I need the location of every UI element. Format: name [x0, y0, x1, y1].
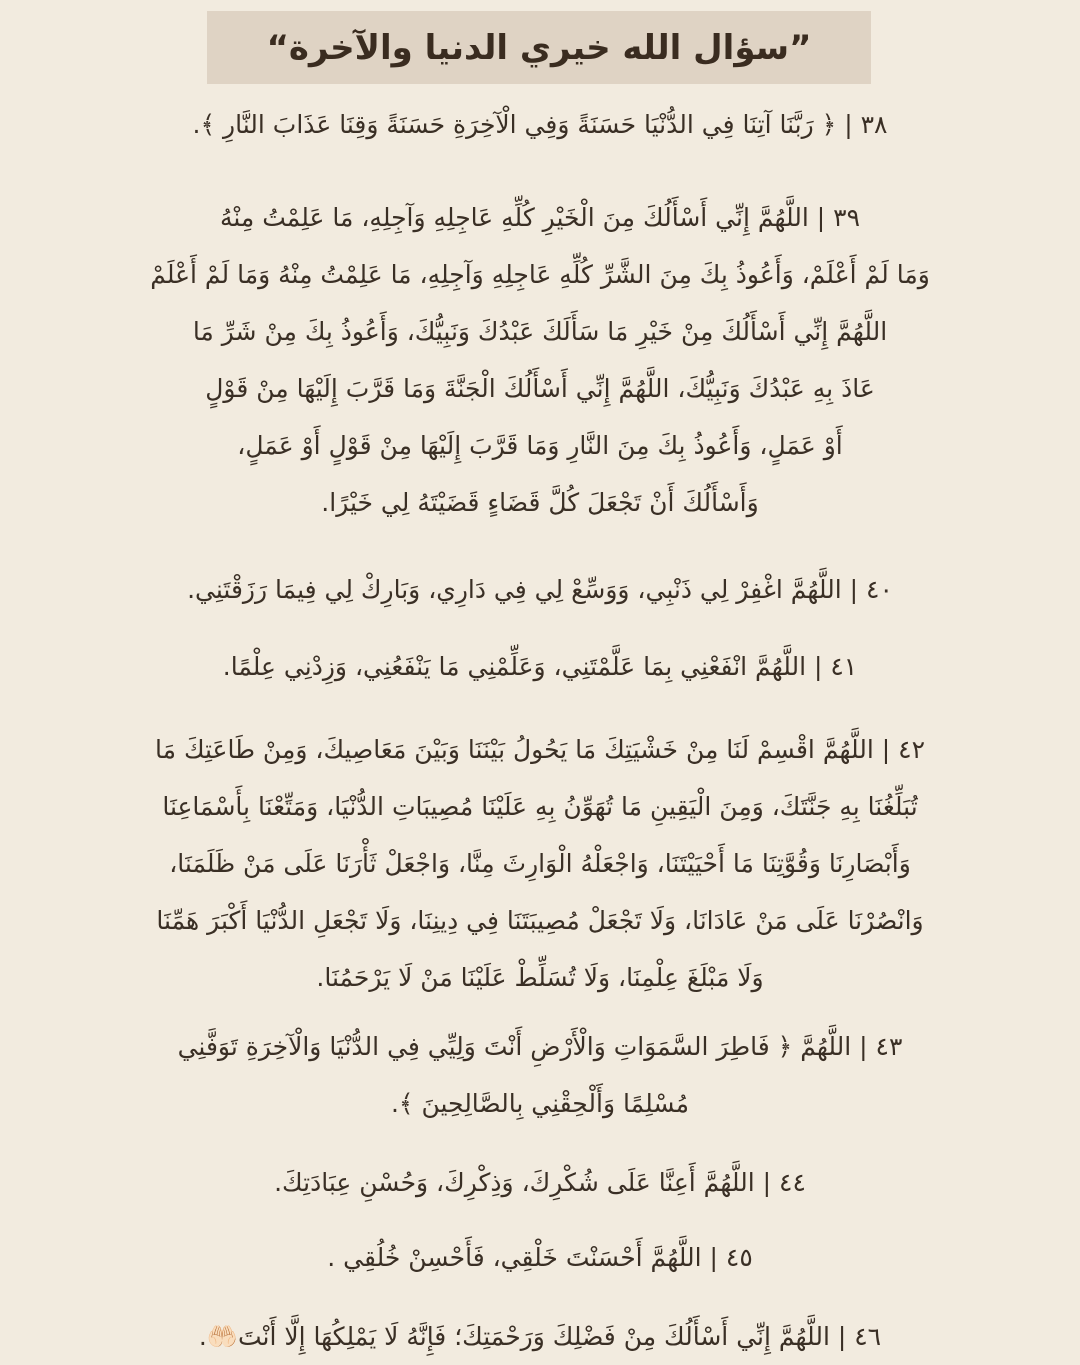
- dua-line: عَاذَ بِهِ عَبْدُكَ وَنَبِيُّكَ، اللَّهُمَّ إِنِّي أَسْأَلُكَ الْجَنَّةَ وَمَا قَرَّبَ إِلَيْهَا مِنْ قَوْلٍ: [205, 374, 875, 403]
- dua-line: أَوْ عَمَلٍ، وَأَعُوذُ بِكَ مِنَ النَّارِ وَمَا قَرَّبَ إِلَيْهَا مِنْ قَوْلٍ أَوْ عَمَلٍ،: [237, 431, 843, 460]
- dua-list: [40, 96, 1040, 1365]
- dua-line: اللَّهُمَّ إِنِّي أَسْأَلُكَ مِنْ خَيْرِ مَا سَأَلَكَ عَبْدُكَ وَنَبِيُّكَ، وَأَعُوذُ بِكَ مِنْ شَرِّ مَا: [192, 317, 888, 346]
- dua-line: وَلَا مَبْلَغَ عِلْمِنَا، وَلَا تُسَلِّطْ عَلَيْنَا مَنْ لَا يَرْحَمُنَا.: [316, 963, 764, 992]
- dua-line: تُبَلِّغُنَا بِهِ جَنَّتَكَ، وَمِنَ الْيَقِينِ مَا تُهَوِّنُ بِهِ عَلَيْنَا مُصِيبَاتِ الدُّنْيَا، وَمَتِّعْنَا بِأَسْمَاعِنَا: [162, 792, 918, 821]
- dua-line: ٤٢ | اللَّهُمَّ اقْسِمْ لَنَا مِنْ خَشْيَتِكَ مَا يَحُولُ بَيْنَنَا وَبَيْنَ مَعَاصِيكَ، وَمِنْ طَاعَتِكَ مَا: [154, 735, 925, 764]
- dua-line: وَانْصُرْنَا عَلَى مَنْ عَادَانَا، وَلَا تَجْعَلْ مُصِيبَتَنَا فِي دِينِنَا، وَلَا تَجْعَلِ الدُّنْيَا أَكْبَرَ هَمِّنَا: [156, 906, 924, 935]
- dua-40: [40, 561, 1040, 618]
- dua-line: وَأَبْصَارِنَا وَقُوَّتِنَا مَا أَحْيَيْتَنَا، وَاجْعَلْهُ الْوَارِثَ مِنَّا، وَاجْعَلْ ثَأْرَنَا عَلَى مَنْ ظَلَمَنَا،: [169, 849, 911, 878]
- dua-line: ٤٣ | اللَّهُمَّ ﴿ فَاطِرَ السَّمَوَاتِ وَالْأَرْضِ أَنْتَ وَلِيِّي فِي الدُّنْيَا وَالْآخِرَةِ تَوَفَّنِي: [177, 1032, 903, 1061]
- dua-43: [40, 1018, 1040, 1132]
- dua-line: ٤٠ | اللَّهُمَّ اغْفِرْ لِي ذَنْبِي، وَوَسِّعْ لِي فِي دَارِي، وَبَارِكْ لِي فِيمَا رَزَقْتَنِي.: [187, 575, 893, 604]
- dua-45: [40, 1229, 1040, 1286]
- dua-38: [40, 96, 1040, 153]
- dua-line: مُسْلِمًا وَأَلْحِقْنِي بِالصَّالِحِينَ ﴾.: [390, 1089, 690, 1118]
- dua-46: [40, 1308, 1040, 1365]
- page-title: ”سؤال الله خيري الدنيا والآخرة“: [266, 27, 812, 68]
- dua-41: [40, 638, 1040, 695]
- dua-line: ٤٤ | اللَّهُمَّ أَعِنَّا عَلَى شُكْرِكَ، وَذِكْرِكَ، وَحُسْنِ عِبَادَتِكَ.: [274, 1168, 806, 1197]
- dua-line: وَأَسْأَلُكَ أَنْ تَجْعَلَ كُلَّ قَضَاءٍ قَضَيْتَهُ لِي خَيْرًا.: [321, 488, 759, 517]
- dua-42: [40, 721, 1040, 1006]
- dua-line: ٤٦ | اللَّهُمَّ إِنِّي أَسْأَلُكَ مِنْ فَضْلِكَ وَرَحْمَتِكَ؛ فَإِنَّهُ لَا يَمْلِكُهَا إِلَّا أَنْتَ🤲🏻.: [198, 1322, 882, 1351]
- dua-line: وَمَا لَمْ أَعْلَمْ، وَأَعُوذُ بِكَ مِنَ الشَّرِّ كُلِّهِ عَاجِلِهِ وَآجِلِهِ، مَا عَلِمْتُ مِنْهُ وَمَا لَمْ أَعْلَمْ: [150, 260, 930, 289]
- title-banner: [207, 11, 871, 84]
- dua-line: ٤٥ | اللَّهُمَّ أَحْسَنْتَ خَلْقِي، فَأَحْسِنْ خُلُقِي .: [327, 1243, 753, 1272]
- dua-line: ٣٩ | اللَّهُمَّ إِنِّي أَسْأَلُكَ مِنَ الْخَيْرِ كُلِّهِ عَاجِلِهِ وَآجِلِهِ، مَا عَلِمْتُ مِنْهُ: [219, 203, 861, 232]
- dua-line: ٣٨ | ﴿ رَبَّنَا آتِنَا فِي الدُّنْيَا حَسَنَةً وَفِي الْآخِرَةِ حَسَنَةً وَقِنَا عَذَابَ النَّارِ ﴾.: [192, 110, 888, 139]
- dua-39: [40, 189, 1040, 531]
- dua-44: [40, 1154, 1040, 1211]
- dua-line: ٤١ | اللَّهُمَّ انْفَعْنِي بِمَا عَلَّمْتَنِي، وَعَلِّمْنِي مَا يَنْفَعُنِي، وَزِدْنِي عِلْمًا.: [222, 652, 858, 681]
